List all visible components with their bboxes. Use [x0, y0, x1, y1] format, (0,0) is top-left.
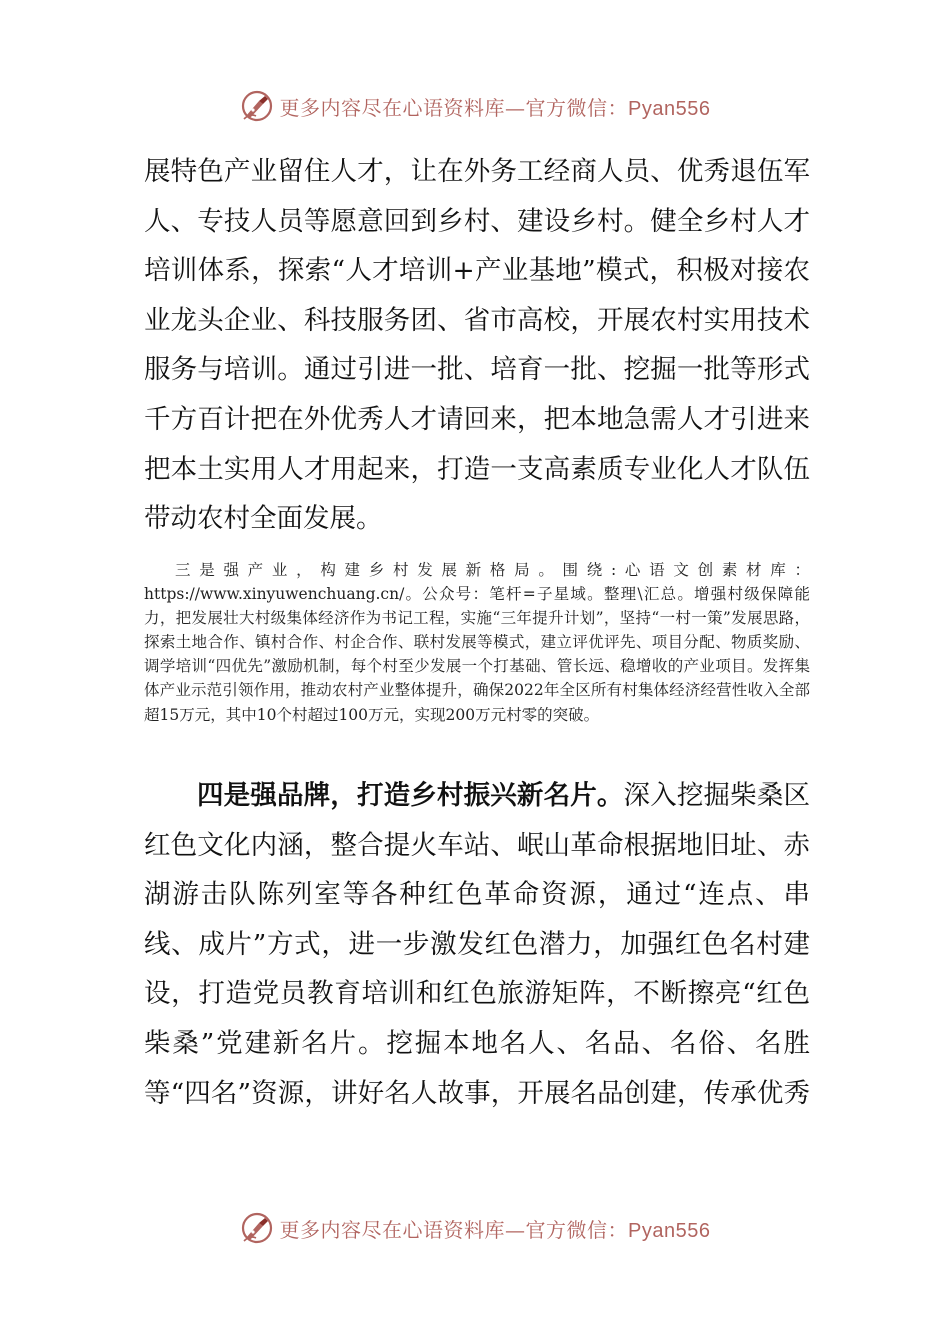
paragraph-industry: 三是强产业，构建乡村发展新格局。围绕:心语文创素材库：https://www.xinyuwenchuang.cn/。公众号：笔杆=子星域。整理\汇总。增强村级保障能力，把发展壮大村级集体经济作为书记工程，实施“三年提升计划”，坚持“一村一策”发展思路，探索土地合作、镇村合作、村企合作、联村发展等模式，建立评优评先、项目分配、物质奖励、调学培训“四优先”激励机制，每个村至少发展一个打基础、管长远、稳增收的产业项目。发挥集体产业示范引领作用，推动农村产业整体提升，确保2022年全区所有村集体经济经营性收入全部超15万元，其中10个村超过100万元，实现200万元村零的突破。	[144, 561, 810, 724]
paragraph-talent: 展特色产业留住人才，让在外务工经商人员、优秀退伍军人、专技人员等愿意回到乡村、建设乡村。健全乡村人才培训体系，探索“人才培训+产业基地”模式，积极对接农业龙头企业、科技服务团、省市高校，开展农村实用技术服务与培训。通过引进一批、培育一批、挖掘一批等形式千方百计把在外优秀人才请回来，把本地急需人才引进来把本土实用人才用起来，打造一支高素质专业化人才队伍带动农村全面发展。	[144, 156, 810, 535]
pen-nib-logo-icon	[240, 1211, 274, 1245]
pen-nib-logo-icon	[240, 89, 274, 123]
paragraph-heading: 四是强品牌，打造乡村振兴新名片。	[197, 780, 624, 811]
paragraph-brand	[144, 771, 810, 1118]
footer-banner	[0, 1208, 950, 1248]
wechat-id: Pyan556	[628, 1219, 711, 1242]
banner-label: 更多内容尽在心语资料库—官方微信：	[279, 1217, 629, 1242]
paragraph-brand-text: 深入挖掘柴桑区红色文化内涵，整合提火车站、岷山革命根据地旧址、赤湖游击队陈列室等各种红色革命资源，通过“连点、串线、成片”方式，进一步激发红色潜力，加强红色名村建设，打造党员教育培训和红色旅游矩阵，不断擦亮“红色柴桑”党建新名片。挖掘本地名人、名品、名俗、名胜等“四名”资源，讲好名人故事，开展名品创建，传承优秀	[144, 780, 811, 1109]
header-banner	[0, 86, 950, 126]
banner-text	[280, 92, 711, 121]
banner-text	[280, 1214, 711, 1243]
wechat-id: Pyan556	[628, 97, 711, 120]
banner-label: 更多内容尽在心语资料库—官方微信：	[279, 95, 629, 120]
